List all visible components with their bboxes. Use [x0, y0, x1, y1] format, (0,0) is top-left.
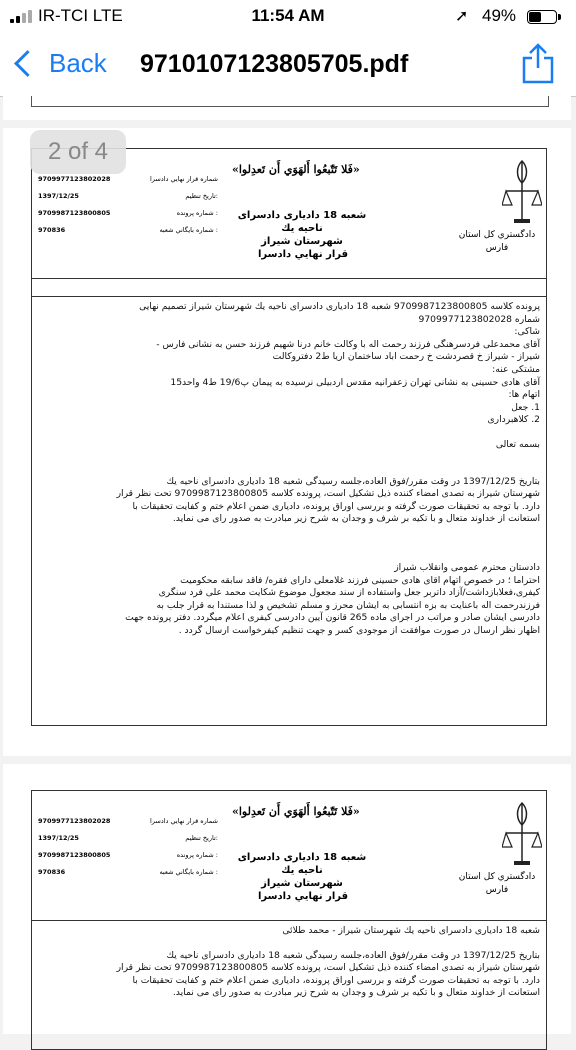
body-line: دادرسى ايشان صادر و مراتب در اجراى ماده 265 قانون آيين دادرسى كيفرى اعلام ميگردد. دفتر پرونده جهت [125, 612, 540, 624]
document-body [38, 301, 540, 637]
document-body [38, 925, 540, 1000]
blank-line [38, 938, 540, 950]
body-line: فرزندرحمت اله باعنايت به بزه انتسابى به ايشان محرز و مسلم تشخيص و لذا مستندا به قرار جلب به [156, 599, 540, 611]
field-row: 970836 شماره بايگاني شعبه : [38, 226, 218, 234]
body-line: شعبه 18 داديارى دادسراى ناحيه يك شهرستان شيراز - محمد طلائى [282, 925, 540, 936]
blank-line [38, 550, 540, 562]
blank-line [38, 538, 540, 550]
body-line: شهرستان شيراز به تصدى امضاء كننده ذيل تشكيل است، پرونده كلاسه 9709987123800805 تحت نظر قرار [116, 488, 540, 500]
share-icon[interactable] [518, 42, 558, 84]
body-line: اظهار نظر ارسال در صورت موافقت از موجودى كسر و جهت تنظيم كيفرخواست ارسال گردد . [178, 624, 540, 636]
field-row: 9709987123800805 شماره پرونده : [38, 209, 218, 217]
document-frame [31, 148, 547, 726]
body-line: شهرستان شيراز به تصدى امضاء كننده ذيل تشكيل است، پرونده كلاسه 9709987123800805 تحت نظر قرار [116, 962, 540, 974]
body-line: شيراز - شيراز خ قصردشت خ رحمت اباد ساختمان اريا ط2 دفتروكالت [272, 351, 540, 363]
field-row: 9709977123802028 شماره قرار نهايي دادسرا [38, 817, 218, 825]
status-bar [0, 0, 576, 34]
organization-name: دادگستري كل استان فارس [458, 230, 536, 253]
pdf-page [3, 764, 571, 1034]
document-header [32, 791, 546, 921]
battery-icon [527, 10, 557, 24]
body-line: دادستان محترم عمومى وانقلاب شيراز [394, 561, 540, 573]
body-line: دارد. با توجه به تحقيقات صورت گرفته و بررسى اوراق پرونده، داديارى ضمن اعلام ختم و كفايت تحقيقات با [132, 500, 540, 512]
body-line: كيفرى،فعلابازداشت/آزاد داتربر جعل واستفاده از سند مجعول موضوع شكايت محمد على فرد سنگرى [158, 587, 540, 599]
field-row: 9709987123800805 شماره پرونده : [38, 851, 218, 859]
back-button[interactable] [12, 48, 107, 79]
back-label: Back [49, 48, 107, 78]
justice-scale-icon [502, 799, 542, 869]
body-line: آقاى محمدعلى فردسرهنگى فرزند رحمت اله با وكالت خانم درنا شهيم فرزند حسن به نشانى فارس - [156, 338, 540, 350]
page-indicator: 2 of 4 [30, 130, 126, 174]
body-line: 1. جعل [511, 401, 540, 413]
ruling-title: قرار نهايي دادسرا [258, 249, 349, 260]
body-line: استعانت از خداوند متعال و با تكيه بر شرف و وجدان به شرح زير مبادرت به صدور راى مى نمايد. [172, 513, 540, 525]
body-line: پرونده كلاسه 9709987123800805 شعبه 18 داديارى دادسراى ناحيه يك شهرستان شيراز تصميم نهايى [139, 301, 540, 312]
clock: 11:54 AM [251, 6, 325, 25]
field-row: 1397/12/25 تاريخ تنظيم: [38, 834, 218, 842]
organization-name: دادگستري كل استان فارس [458, 872, 536, 895]
justice-scale-icon [502, 157, 542, 227]
body-line: اتهام ها: [508, 389, 540, 401]
blank-line [38, 526, 540, 538]
body-line: شاكى: [514, 326, 540, 338]
body-line: آقاى هادى حسينى به نشانى تهران زعفرانيه مقدس اردبيلى نرسيده به پيمان پ19/6 ط4 واحد15 [170, 376, 540, 388]
field-row: 1397/12/25 تاريخ تنظيم: [38, 192, 218, 200]
body-line: 2. كلاهبردارى [487, 414, 540, 426]
body-line: استعانت از خداوند متعال و با تكيه بر شرف و وجدان به شرح زير مبادرت به صدور راى مى نمايد. [172, 987, 540, 999]
pdf-page [3, 128, 571, 756]
blank-line [38, 464, 540, 476]
field-row: 9709977123802028 شماره قرار نهايي دادسرا [38, 175, 218, 183]
body-line: دارد. با توجه به تحقيقات صورت گرفته و بررسى اوراق پرونده، داديارى ضمن اعلام ختم و كفايت تحقيقات با [132, 974, 540, 986]
body-line: احتراما ؛ در خصوص اتهام اقاى هادى حسينى فرزند غلامعلى داراى فقره/ فاقد سابقه محكوميت [180, 574, 540, 586]
header-fields [38, 175, 218, 243]
navigation-bar [0, 34, 576, 97]
carrier-label: IR-TCI LTE [38, 6, 123, 25]
blank-line [38, 427, 540, 439]
blank-line [38, 452, 540, 464]
body-line: شماره 9709977123802028 [418, 313, 540, 325]
body-line: بسمه تعالى [495, 438, 540, 450]
body-line: بتاريخ 1397/12/25 در وقت مقرر/فوق العاده،جلسه رسيدگى شعبه 18 داديارى دادسراى ناحيه يك [166, 475, 540, 487]
previous-page-edge [3, 96, 571, 120]
document-title: 9710107123805705.pdf [140, 50, 409, 78]
quran-verse: «فَلا تَتّبعُوا أَلهَوَي أَن تَعدِلوا» [232, 805, 360, 818]
body-line: بتاريخ 1397/12/25 در وقت مقرر/فوق العاده،جلسه رسيدگى شعبه 18 داديارى دادسراى ناحيه يك [166, 949, 540, 961]
branch-name: شعبه 18 داديارى دادسراى ناحيه يك شهرستان شيراز [237, 852, 367, 889]
battery-percent: 49% [482, 6, 517, 25]
field-row: 970836 شماره بايگاني شعبه : [38, 868, 218, 876]
quran-verse: «فَلا تَتّبعُوا أَلهَوَي أَن تَعدِلوا» [232, 163, 360, 176]
body-line: مشتكى عنه: [492, 363, 540, 375]
header-fields [38, 817, 218, 885]
header-divider [32, 279, 546, 297]
branch-name: شعبه 18 داديارى دادسراى ناحيه يك شهرستان شيراز [237, 210, 367, 247]
ruling-title: قرار نهايي دادسرا [258, 891, 349, 902]
document-frame [31, 790, 547, 1050]
location-icon: ➚ [455, 8, 469, 25]
chevron-left-icon [14, 50, 41, 77]
